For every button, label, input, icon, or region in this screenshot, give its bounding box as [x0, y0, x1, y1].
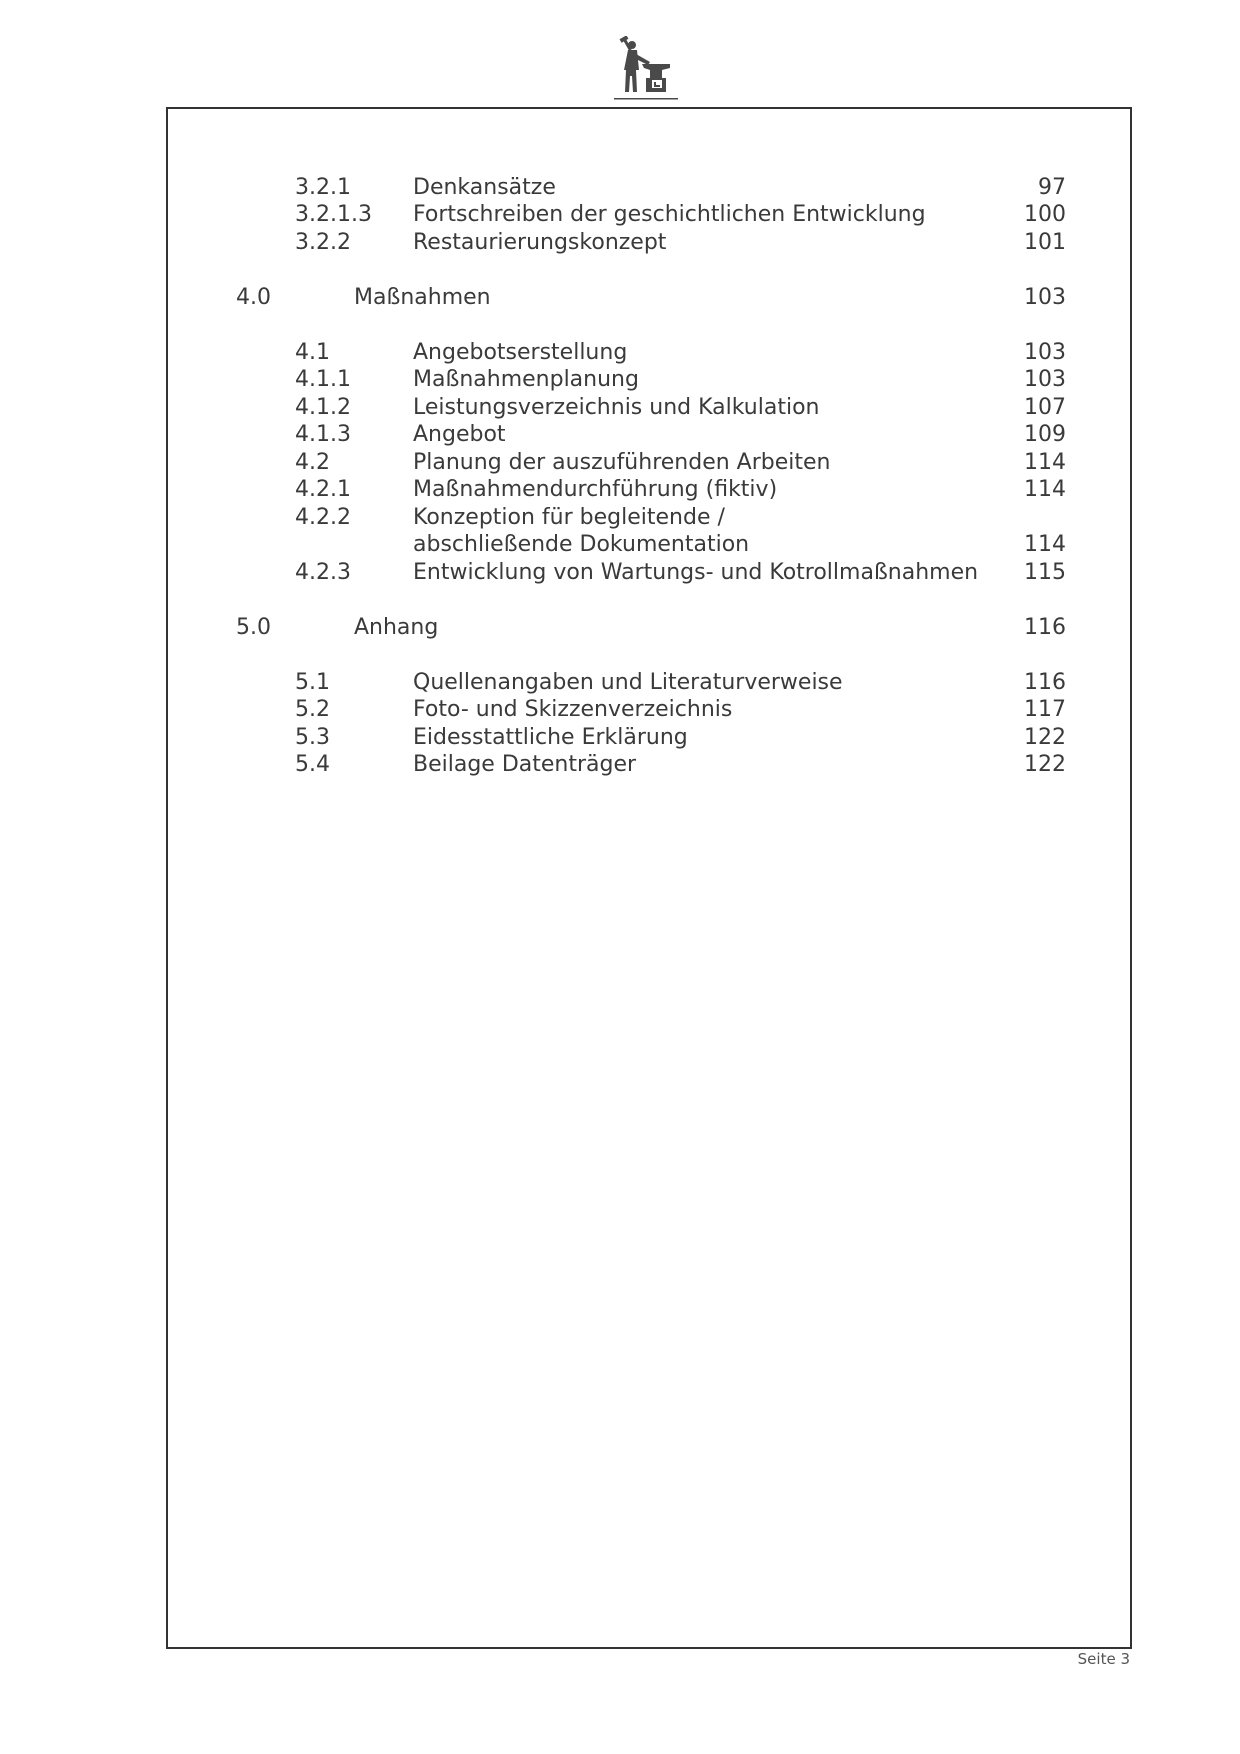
toc-entry	[295, 394, 1066, 422]
page-number-footer: Seite 3	[1077, 1650, 1130, 1668]
toc-entry-number: 4.2.1	[295, 477, 351, 502]
toc-entry-page: 103	[1024, 367, 1066, 392]
blacksmith-anvil-icon	[610, 36, 682, 108]
toc-entry	[295, 696, 1066, 724]
toc-entry-title: Denkansätze	[413, 175, 556, 200]
toc-entry-number: 4.1.2	[295, 395, 351, 420]
table-of-contents	[168, 109, 1130, 1647]
toc-entry-title: Angebotserstellung	[413, 340, 628, 365]
toc-entry-page: 109	[1024, 422, 1066, 447]
toc-entry	[295, 339, 1066, 367]
toc-entry-page: 122	[1024, 725, 1066, 750]
toc-entry-title: Anhang	[354, 615, 439, 640]
toc-entry-number: 4.1	[295, 340, 330, 365]
toc-entry-number: 5.3	[295, 725, 330, 750]
toc-entry-number: 5.0	[236, 615, 271, 640]
toc-entry-title: Maßnahmen	[354, 285, 491, 310]
toc-entry-page: 100	[1024, 202, 1066, 227]
toc-entry-page: 107	[1024, 395, 1066, 420]
toc-entry	[295, 669, 1066, 697]
toc-entry-page: 101	[1024, 230, 1066, 255]
toc-entry	[295, 201, 1066, 229]
toc-entry-page: 116	[1024, 615, 1066, 640]
toc-entry-number: 4.2.3	[295, 560, 351, 585]
toc-entry-number: 4.0	[236, 285, 271, 310]
toc-entry-number: 4.1.1	[295, 367, 351, 392]
toc-entry-number: 3.2.1.3	[295, 202, 372, 227]
toc-entry-number: 4.2	[295, 450, 330, 475]
toc-entry	[295, 174, 1066, 202]
toc-chapter	[236, 614, 1066, 642]
toc-entry	[295, 476, 1066, 504]
toc-entry-title: Foto- und Skizzenverzeichnis	[413, 697, 733, 722]
toc-entry-number: 4.1.3	[295, 422, 351, 447]
toc-entry-page: 97	[1038, 175, 1066, 200]
toc-chapter	[236, 284, 1066, 312]
toc-entry-page: 116	[1024, 670, 1066, 695]
toc-entry-title: Konzeption für begleitende /	[413, 505, 725, 530]
toc-entry	[295, 751, 1066, 779]
toc-entry-title: Leistungsverzeichnis und Kalkulation	[413, 395, 820, 420]
toc-entry-number: 3.2.2	[295, 230, 351, 255]
toc-entry	[295, 366, 1066, 394]
toc-entry-title-continued: abschließende Dokumentation	[413, 532, 750, 557]
toc-entry-number: 3.2.1	[295, 175, 351, 200]
toc-entry-page: 117	[1024, 697, 1066, 722]
toc-entry	[295, 559, 1066, 587]
toc-entry-continuation	[295, 531, 1066, 559]
toc-entry-title: Maßnahmenplanung	[413, 367, 639, 392]
toc-entry-page: 103	[1024, 340, 1066, 365]
content-frame	[166, 107, 1132, 1649]
toc-entry-title: Planung der auszuführenden Arbeiten	[413, 450, 831, 475]
toc-entry-title: Maßnahmendurchführung (fiktiv)	[413, 477, 778, 502]
toc-entry-page: 122	[1024, 752, 1066, 777]
toc-entry-number: 5.4	[295, 752, 330, 777]
toc-entry-page: 114	[1024, 477, 1066, 502]
toc-entry-page: 114	[1024, 450, 1066, 475]
toc-entry	[295, 449, 1066, 477]
toc-entry	[295, 504, 1066, 532]
toc-entry-page: 115	[1024, 560, 1066, 585]
toc-entry-title: Beilage Datenträger	[413, 752, 637, 777]
toc-entry	[295, 724, 1066, 752]
toc-entry-number: 5.2	[295, 697, 330, 722]
toc-entry-page: 114	[1024, 532, 1066, 557]
toc-entry-page: 103	[1024, 285, 1066, 310]
toc-entry-title: Eidesstattliche Erklärung	[413, 725, 688, 750]
toc-entry	[295, 229, 1066, 257]
toc-entry-title: Restaurierungskonzept	[413, 230, 667, 255]
toc-entry-title: Quellenangaben und Literaturverweise	[413, 670, 843, 695]
toc-entry	[295, 421, 1066, 449]
toc-entry-title: Angebot	[413, 422, 506, 447]
toc-entry-number: 5.1	[295, 670, 330, 695]
toc-entry-number: 4.2.2	[295, 505, 351, 530]
toc-entry-title: Fortschreiben der geschichtlichen Entwicklung	[413, 202, 926, 227]
toc-entry-title: Entwicklung von Wartungs- und Kotrollmaßnahmen	[413, 560, 979, 585]
